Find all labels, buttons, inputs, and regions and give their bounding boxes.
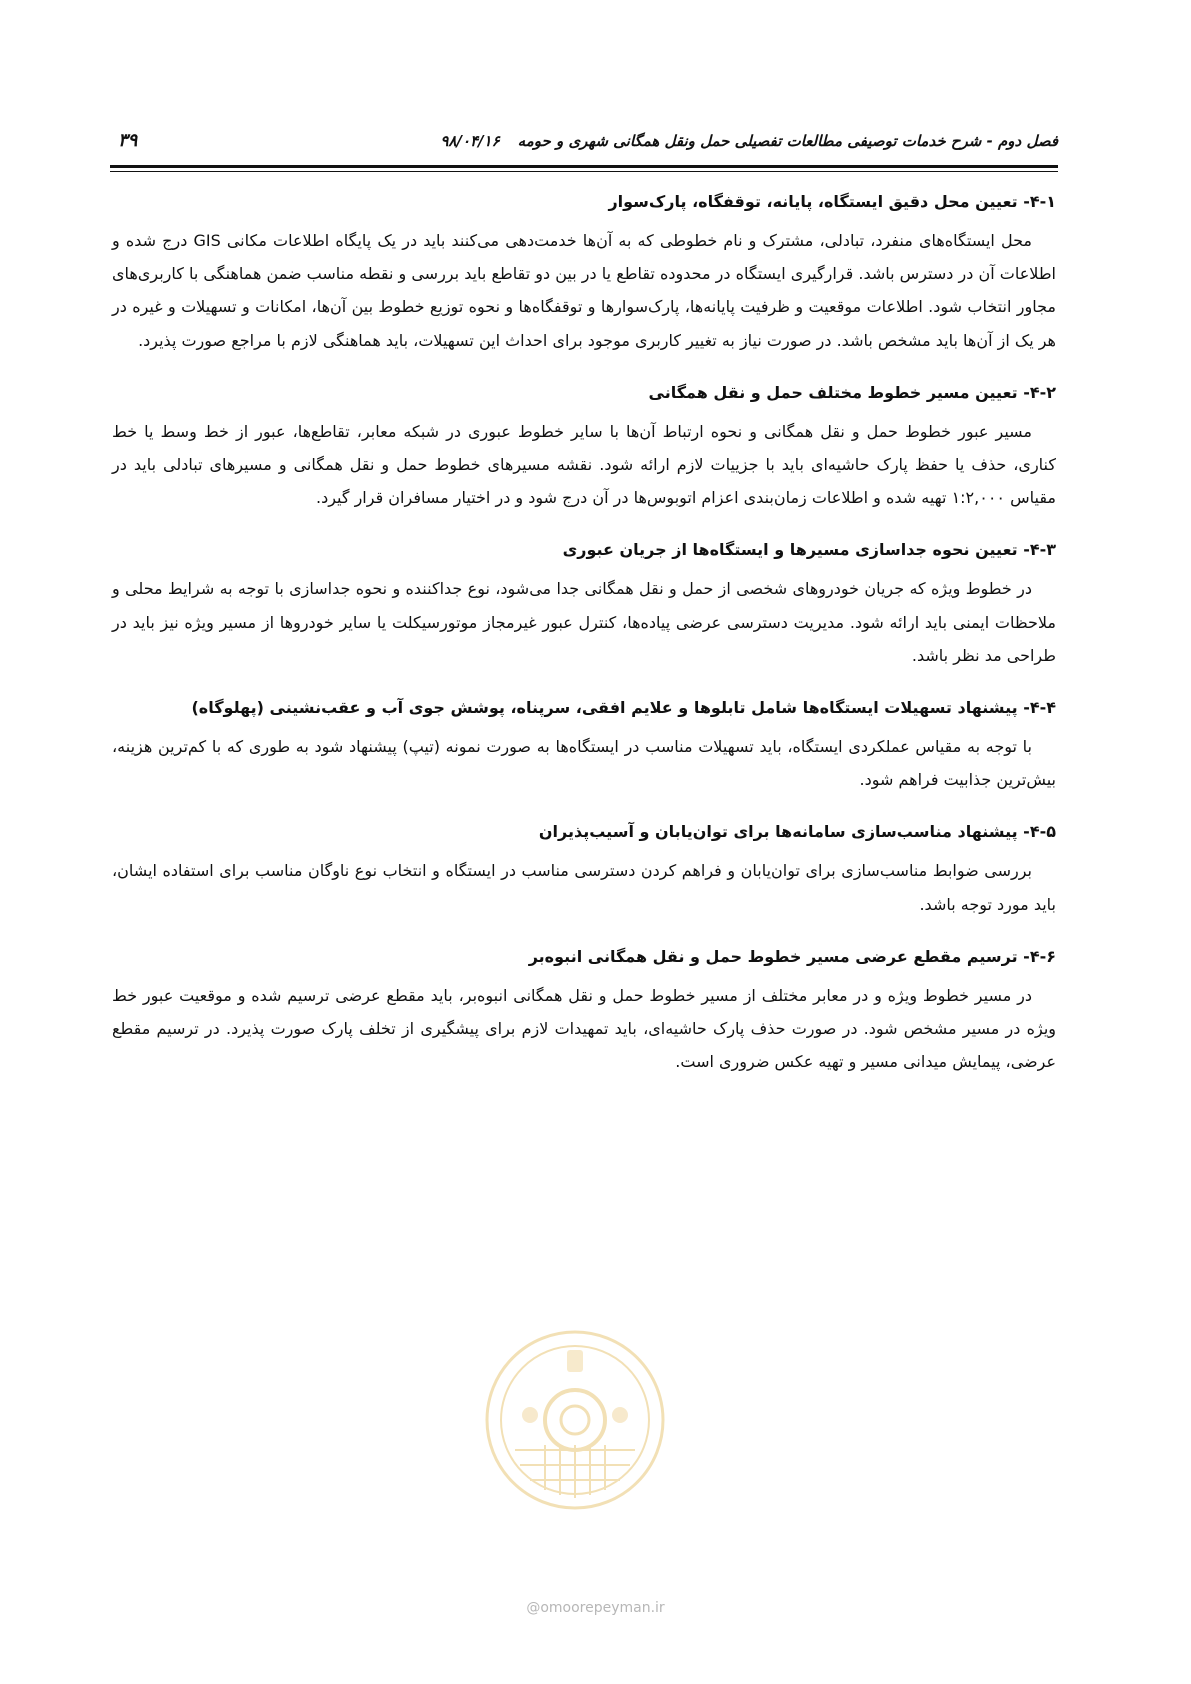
header-date: ۹۸/۰۴/۱۶ <box>440 132 500 150</box>
section-heading: ۴-۳- تعیین نحوه جداسازی مسیرها و ایستگاه‌ها از جریان عبوری <box>562 540 1056 560</box>
header-title-line <box>440 132 1058 150</box>
header-title: فصل دوم - شرح خدمات توصیفی مطالعات تفصیلی حمل ونقل همگانی شهری و حومه <box>517 132 1058 150</box>
header-divider-thin <box>110 171 1058 172</box>
document-body <box>112 188 1056 1100</box>
section-4-3 <box>112 536 1056 672</box>
section-paragraph: در مسیر خطوط ویژه و در معابر مختلف از مسیر خطوط حمل و نقل همگانی انبوه‌بر، باید مقطع عرضی ترسیم شده و موقعیت عبور خط ویژه در مسیر مشخص شود. در صورت حذف پارک حاشیه‌ای، باید تمهیدات لازم برای پیشگیری از تخلف پارک صورت پذیرد. در ترسیم مقطع عرضی، پیمایش میدانی مسیر و تهیه عکس ضروری است. <box>112 985 1056 1072</box>
watermark-url: @omoorepeyman.ir <box>526 1600 665 1616</box>
section-4-4 <box>112 694 1056 796</box>
section-4-6 <box>112 943 1056 1079</box>
section-4-1 <box>112 188 1056 357</box>
section-paragraph: با توجه به مقیاس عملکردی ایستگاه، باید تسهیلات مناسب در ایستگاه‌ها به صورت نمونه (تیپ) پیشنهاد شود به طوری که با کم‌ترین هزینه، بیش‌ترین جذابیت فراهم شود. <box>112 737 1056 790</box>
section-heading: ۴-۴- پیشنهاد تسهیلات ایستگاه‌ها شامل تابلوها و علایم افقی، سرپناه، پوشش جوی آب و عقب‌نشینی (پهلوگاه) <box>191 698 1056 718</box>
section-heading: ۴-۲- تعیین مسیر خطوط مختلف حمل و نقل همگانی <box>648 382 1056 402</box>
section-paragraph: مسیر عبور خطوط حمل و نقل همگانی و نحوه ارتباط آن‌ها با سایر خطوط عبوری در شبکه معابر، تقاطع‌ها، عبور از خط وسط یا خط کناری، حذف یا حفظ پارک حاشیه‌ای باید با جزییات لازم ارائه شود. نقشه مسیرهای خطوط حمل و نقل همگانی و مسیرهای تبادلی باید در مقیاس ۱:۲,۰۰۰ تهیه شده و اطلاعات زمان‌بندی اعزام اتوبوس‌ها در آن درج شود و در اختیار مسافران قرار گیرد. <box>112 421 1056 508</box>
section-paragraph: محل ایستگاه‌های منفرد، تبادلی، مشترک و نام خطوطی که به آن‌ها خدمت‌دهی می‌کنند باید در یک پایگاه اطلاعات مکانی GIS درج شده و اطلاعات آن در دسترس باشد. قرارگیری ایستگاه در محدوده تقاطع یا در بین دو تقاطع باید بررسی و نقطه مناسب ضمن هماهنگی با کاربری‌های مجاور انتخاب شود. اطلاعات موقعیت و ظرفیت پایانه‌ها، پارک‌سوارها و توقفگاه‌ها و نحوه توزیع خطوط بین آن‌ها، امکانات و تسهیلات و غیره در هر یک از آن‌ها باید مشخص باشد. در صورت نیاز به تغییر کاربری موجود برای احداث این تسهیلات، باید هماهنگی لازم با مراجع صورت پذیرد. <box>112 231 1056 350</box>
header-divider <box>110 165 1058 168</box>
page-header <box>110 128 1058 158</box>
section-4-5 <box>112 818 1056 920</box>
section-heading: ۴-۱- تعیین محل دقیق ایستگاه، پایانه، توقفگاه، پارک‌سوار <box>608 192 1056 211</box>
section-paragraph: بررسی ضوابط مناسب‌سازی برای توان‌یابان و فراهم کردن دسترسی مناسب در ایستگاه و انتخاب نوع ناوگان مناسب برای استفاده ایشان، باید مورد توجه باشد. <box>112 861 1056 914</box>
section-heading: ۴-۶- ترسیم مقطع عرضی مسیر خطوط حمل و نقل همگانی انبوه‌بر <box>528 946 1056 966</box>
section-heading: ۴-۵- پیشنهاد مناسب‌سازی سامانه‌ها برای توان‌یابان و آسیب‌پذیران <box>538 822 1056 842</box>
page-number: ۳۹ <box>118 130 138 151</box>
section-paragraph: در خطوط ویژه که جریان خودروهای شخصی از حمل و نقل همگانی جدا می‌شود، نوع جداکننده و نحوه جداسازی با توجه به شرایط محلی و ملاحظات ایمنی باید ارائه شود. مدیریت دسترسی عرضی پیاده‌ها، کنترل عبور غیرمجاز موتورسیکلت یا سایر خودروها از مسیر ویژه نیز باید در طراحی مد نظر باشد. <box>112 579 1056 665</box>
section-4-2 <box>112 379 1056 515</box>
watermark-seal-icon <box>475 1320 675 1520</box>
